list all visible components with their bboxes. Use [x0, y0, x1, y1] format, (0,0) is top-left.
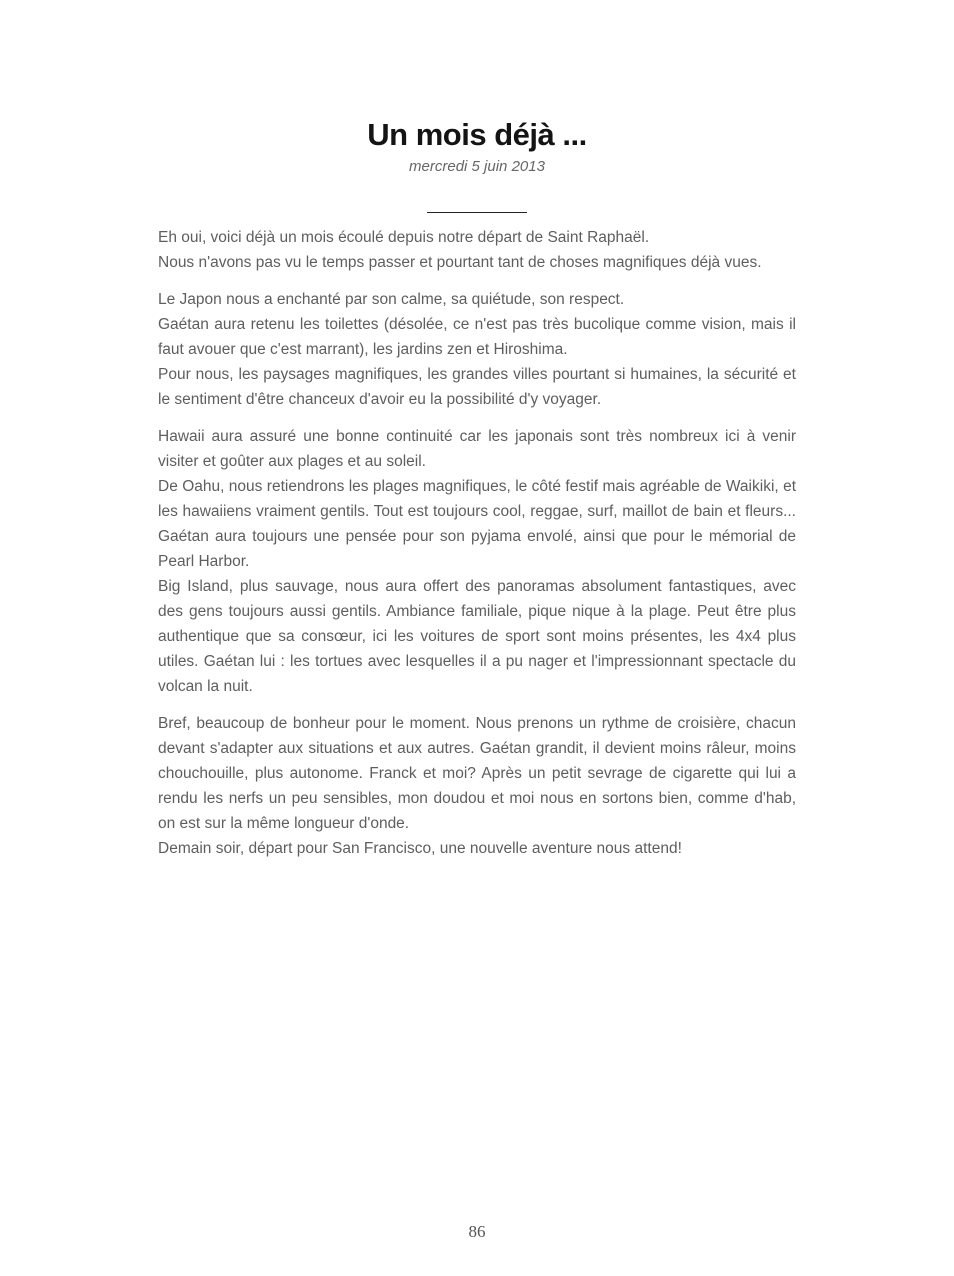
text-block: De Oahu, nous retiendrons les plages magnifiques, le côté festif mais agréable de Waikiki, et les hawaiiens vraiment gentils. Tout est toujours cool, reggae, surf, maillot de bain et fleurs... Gaétan aura toujours une pensée pour son pyjama envolé, ainsi que pour le mémorial de Pearl Harbor. [158, 478, 796, 571]
paragraph [158, 711, 796, 861]
article-content [158, 0, 796, 861]
text-block: Gaétan aura retenu les toilettes (désolée, ce n'est pas très bucolique comme vision, mais il faut avouer que c'est marrant), les jardins zen et Hiroshima. [158, 316, 796, 359]
paragraph [158, 225, 796, 275]
text-block: Nous n'avons pas vu le temps passer et pourtant tant de choses magnifiques déjà vues. [158, 254, 762, 272]
text-block: Big Island, plus sauvage, nous aura offert des panoramas absolument fantastiques, avec des gens toujours aussi gentils. Ambiance familiale, pique nique à la plage. Peut être plus authentique que sa consœur, ici les voitures de sport sont moins présentes, les 4x4 plus utiles. Gaétan lui : les tortues avec lesquelles il a pu nager et l'impressionnant spectacle du volcan la nuit. [158, 578, 796, 696]
article-body [158, 225, 796, 861]
post-date: mercredi 5 juin 2013 [409, 158, 545, 176]
text-block: Demain soir, départ pour San Francisco, une nouvelle aventure nous attend! [158, 840, 682, 858]
text-block: Le Japon nous a enchanté par son calme, sa quiétude, son respect. [158, 291, 625, 309]
paragraph [158, 424, 796, 699]
text-block: Eh oui, voici déjà un mois écoulé depuis notre départ de Saint Raphaël. [158, 229, 650, 247]
text-block: Pour nous, les paysages magnifiques, les grandes villes pourtant si humaines, la sécurité et le sentiment d'être chanceux d'avoir eu la possibilité d'y voyager. [158, 366, 796, 409]
page-number: 86 [468, 1222, 486, 1241]
text-block: Hawaii aura assuré une bonne continuité car les japonais sont très nombreux ici à venir visiter et goûter aux plages et au soleil. [158, 428, 796, 471]
paragraph [158, 287, 796, 412]
divider-line [427, 212, 527, 213]
text-block: Bref, beaucoup de bonheur pour le moment. Nous prenons un rythme de croisière, chacun devant s'adapter aux situations et aux autres. Gaétan grandit, il devient moins râleur, moins chouchouille, plus autonome. Franck et moi? Après un petit sevrage de cigarette qui lui a rendu les nerfs un peu sensibles, mon doudou et moi nous en sortons bien, comme d'hab, on est sur la même longueur d'onde. [158, 715, 796, 833]
page-title: Un mois déjà ... [367, 117, 587, 152]
